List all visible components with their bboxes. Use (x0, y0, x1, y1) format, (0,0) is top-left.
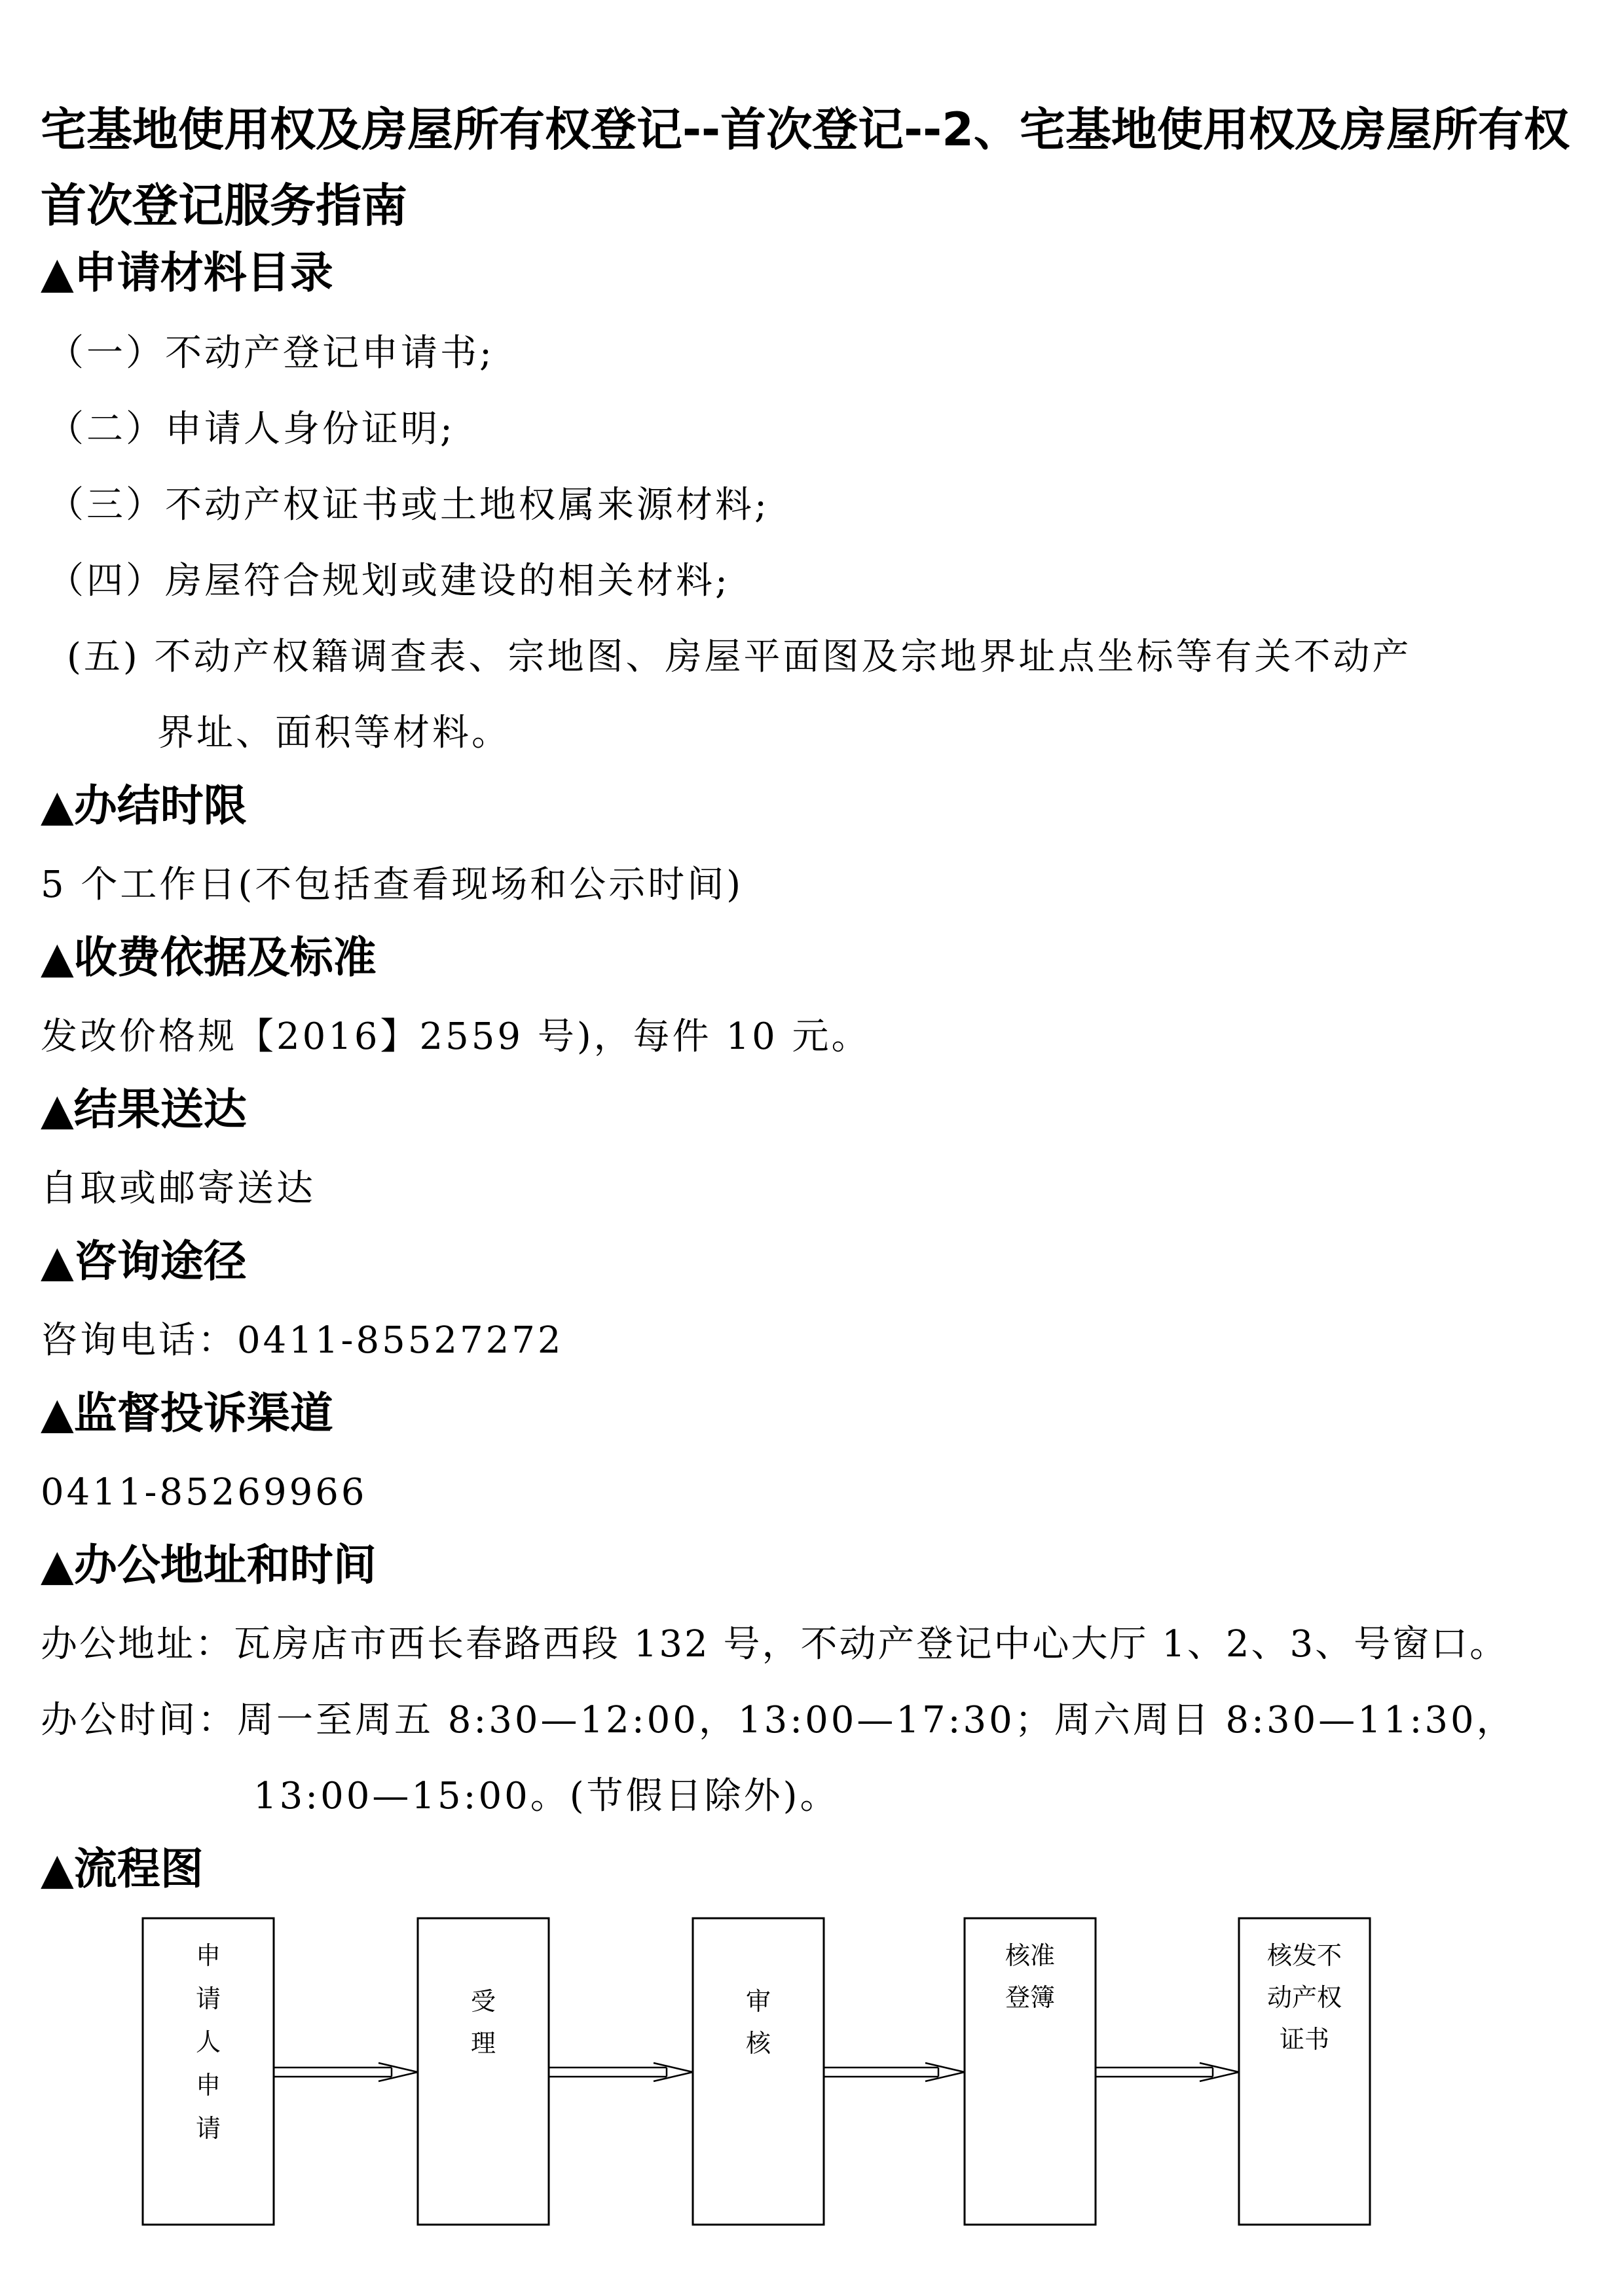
fee-text: 发改价格规【2016】2559 号)，每件 10 元。 (41, 1015, 871, 1058)
complaint-heading: ▲监督投诉渠道 (41, 1388, 333, 1438)
flow-step-label: 申 (195, 2071, 221, 2100)
flow-arrow (274, 2063, 418, 2081)
office-heading: ▲办公地址和时间 (41, 1540, 377, 1590)
flow-step-label: 理 (470, 2029, 496, 2058)
flow-step-review (693, 1918, 824, 2225)
time-limit-text: 5 个工作日(不包括查看现场和公示时间) (41, 864, 744, 906)
flow-step-label: 核 (745, 2029, 771, 2058)
flow-step-issue (1239, 1918, 1370, 2225)
flow-step-label: 人 (195, 2028, 221, 2056)
material-item-4: （四）房屋符合规划或建设的相关材料; (47, 560, 730, 602)
office-hours: 办公时间：周一至周五 8:30—12:00，13:00—17:30；周六周日 8:30—11:30， (41, 1699, 1516, 1741)
flowchart-heading: ▲流程图 (41, 1844, 204, 1894)
flow-step-box (418, 1918, 549, 2225)
office-address: 办公地址：瓦房店市西长春路西段 132 号，不动产登记中心大厅 1、2、3、号窗口。 (41, 1623, 1509, 1666)
delivery-heading: ▲结果送达 (41, 1084, 247, 1135)
flow-arrow (824, 2063, 965, 2081)
flow-step-label: 核准 (1005, 1941, 1056, 1970)
flow-step-label: 审 (745, 1987, 771, 2016)
material-item-2: （二）申请人身份证明; (47, 408, 455, 450)
flow-step-box (1239, 1918, 1370, 2225)
flow-step-label: 受 (470, 1987, 496, 2016)
flow-step-label: 请 (195, 1984, 221, 2013)
flow-step-label: 申 (195, 1941, 221, 1970)
flow-step-box (143, 1918, 274, 2225)
complaint-text: 0411-85269966 (41, 1471, 367, 1514)
flow-step-apply (143, 1918, 274, 2225)
flow-step-label: 登簿 (1005, 1983, 1056, 2012)
flow-step-label: 动产权 (1266, 1983, 1342, 2012)
material-item-3: （三）不动产权证书或土地权属来源材料; (47, 484, 769, 526)
office-hours-cont: 13:00—15:00。(节假日除外)。 (253, 1775, 840, 1817)
time-limit-heading: ▲办结时限 (41, 780, 247, 831)
flow-step-accept (418, 1918, 549, 2225)
page-title: 宅基地使用权及房屋所有权登记--首次登记--2、宅基地使用权及房屋所有权首次登记服务指南 (41, 103, 1570, 232)
consult-text: 咨询电话：0411-85527272 (41, 1319, 564, 1362)
flow-arrow (549, 2063, 693, 2081)
materials-heading: ▲申请材料目录 (41, 247, 333, 298)
flow-step-box (965, 1918, 1096, 2225)
consult-heading: ▲咨询途径 (41, 1236, 247, 1286)
fee-heading: ▲收费依据及标准 (41, 932, 377, 983)
flow-step-label: 请 (195, 2114, 221, 2143)
flow-arrow (1096, 2063, 1239, 2081)
material-item-5-cont: 界址、面积等材料。 (157, 712, 511, 754)
flow-step-register (965, 1918, 1096, 2225)
delivery-text: 自取或邮寄送达 (41, 1167, 316, 1210)
material-item-5: (五) 不动产权籍调查表、宗地图、房屋平面图及宗地界址点坐标等有关不动产 (67, 636, 1412, 678)
material-item-1: （一）不动产登记申请书; (47, 332, 494, 374)
flow-step-box (693, 1918, 824, 2225)
flow-step-label: 证书 (1279, 2025, 1330, 2054)
flow-step-label: 核发不 (1266, 1941, 1342, 1970)
